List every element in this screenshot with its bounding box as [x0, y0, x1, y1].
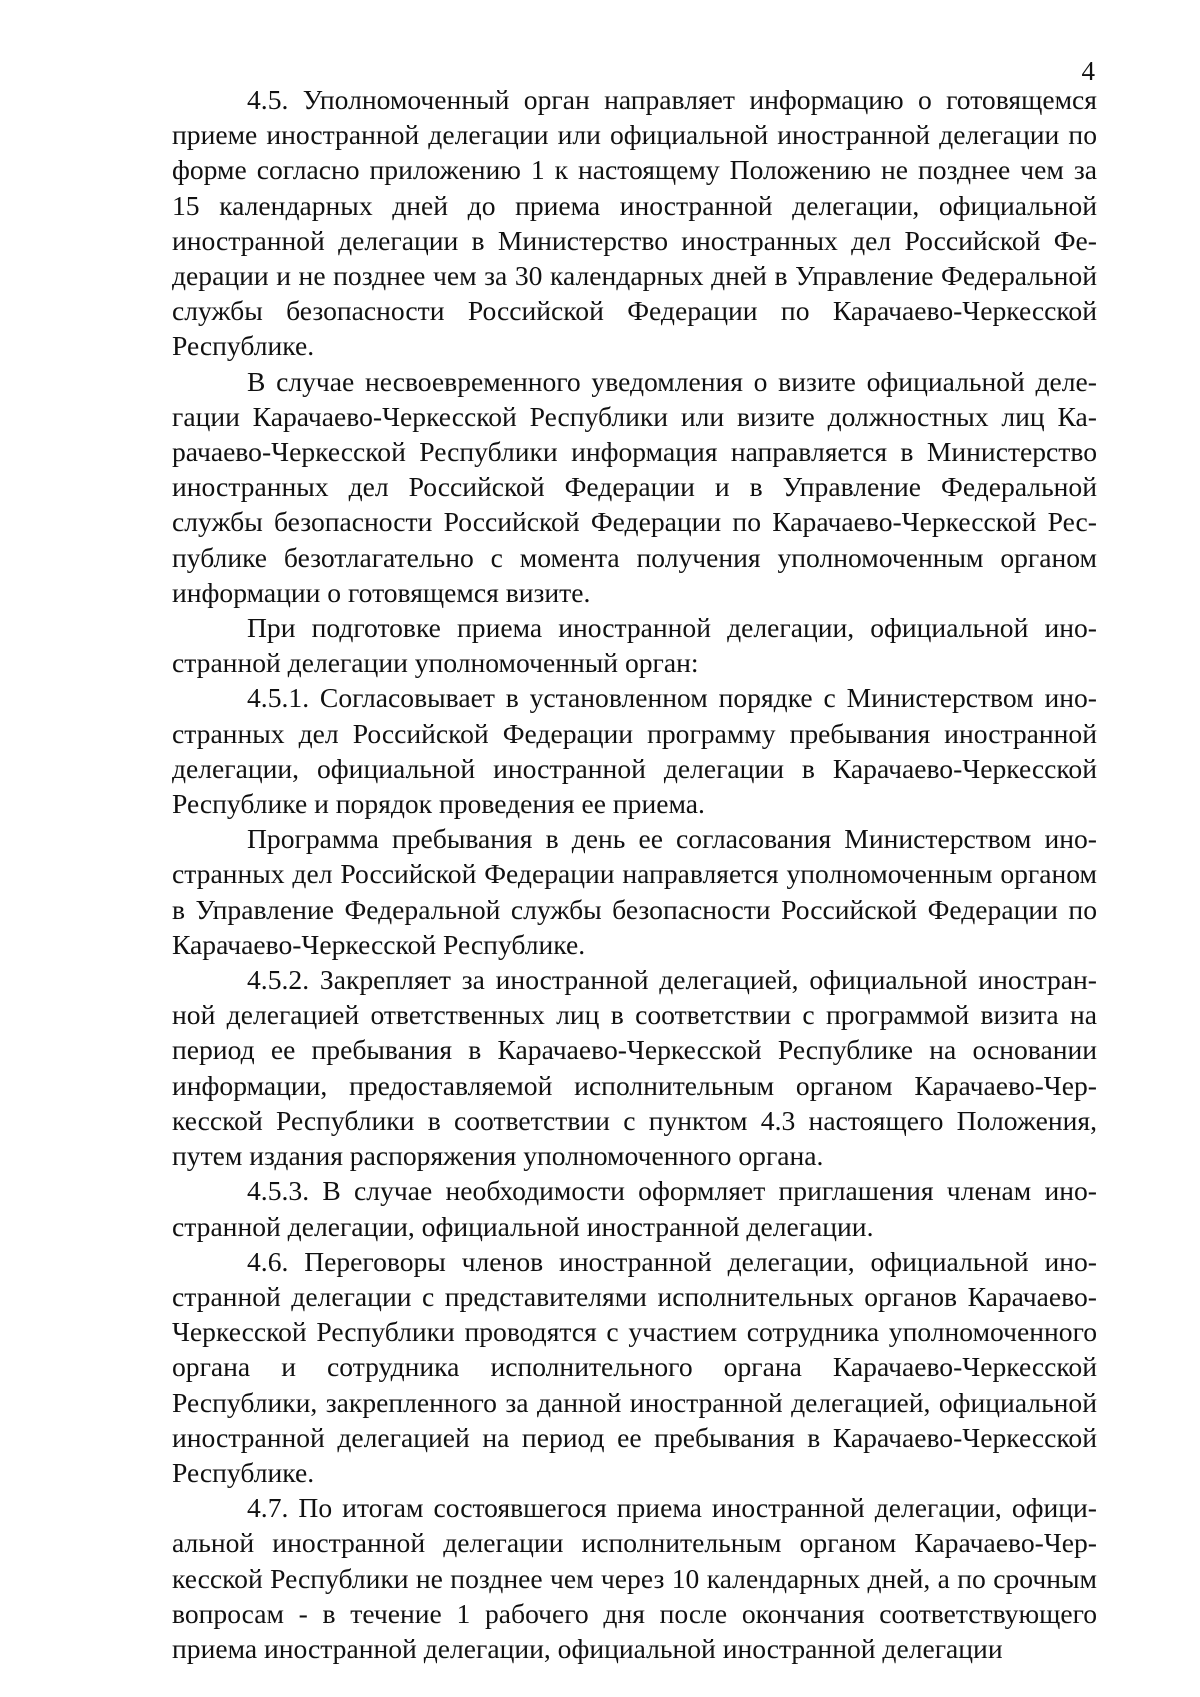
document-body — [172, 82, 1097, 1666]
paragraph-late-notification: В случае несвоевременного уведомления о визите официальной делегации Карачаево-Черкесской Республики или визите должностных лиц Карачаево-Черкесской Республики информация направляется в Министерство иностранных дел Российской Федерации и в Управление Федеральной службы безопасности Российской Федерации по Карачаево-Черкесской Республике безотлагательно с момента получения уполномоченным органом информации о готовящемся визите. — [172, 365, 1097, 608]
paragraph-4-5-3: 4.5.3. В случае необходимости оформляет приглашения членам иностранной делегации, официальной иностранной делегации. — [172, 1175, 1097, 1242]
paragraph-4-5-1: 4.5.1. Согласовывает в установленном порядке с Министерством иностранных дел Российской Федерации программу пребывания иностранной делегации, официальной иностранной делегации в Карачаево-Черкесской Республике и порядок проведения ее приема. — [172, 682, 1097, 820]
paragraph-4-6: 4.6. Переговоры членов иностранной делегации, официальной иностранной делегации с представителями исполнительных органов Карачаево-Черкесской Республики проводятся с участием сотрудника уполномоченного органа и сотрудника исполнительного органа Карачаево-Черкесской Республики, закрепленного за данной иностранной делегацией, официальной иностранной делегацией на период ее пребывания в Карачаево-Черкесской Республике. — [172, 1245, 1097, 1488]
paragraph-preparation: При подготовке приема иностранной делегации, официальной иностранной делегации уполномоченный орган: — [172, 612, 1097, 679]
page-number: 4 — [1081, 56, 1095, 86]
paragraph-4-5: 4.5. Уполномоченный орган направляет информацию о готовящемся приеме иностранной делегации или официальной иностранной делегации по форме согласно приложению 1 к настоящему Положению не позднее чем за 15 календарных дней до приема иностранной делегации, официальной иностранной делегации в Министерство иностранных дел Российской Федерации и не позднее чем за 30 календарных дней в Управление Федеральной службы безопасности Российской Федерации по Карачаево-Черкесской Республике. — [172, 84, 1097, 362]
paragraph-4-5-2: 4.5.2. Закрепляет за иностранной делегацией, официальной иностранной делегацией ответственных лиц в соответствии с программой визита на период ее пребывания в Карачаево-Черкесской Республике на основании информации, предоставляемой исполнительным органом Карачаево-Черкесской Республики в соответствии с пунктом 4.3 настоящего Положения, путем издания распоряжения уполномоченного органа. — [172, 964, 1097, 1172]
paragraph-4-7: 4.7. По итогам состоявшегося приема иностранной делегации, официальной иностранной делегации исполнительным органом Карачаево-Черкесской Республики не позднее чем через 10 календарных дней, а по срочным вопросам - в течение 1 рабочего дня после окончания соответствующего приема иностранной делегации, официальной иностранной делегации — [172, 1492, 1097, 1664]
paragraph-visit-program: Программа пребывания в день ее согласования Министерством иностранных дел Российской Федерации направляется уполномоченным органом в Управление Федеральной службы безопасности Российской Федерации по Карачаево-Черкесской Республике. — [172, 823, 1097, 960]
